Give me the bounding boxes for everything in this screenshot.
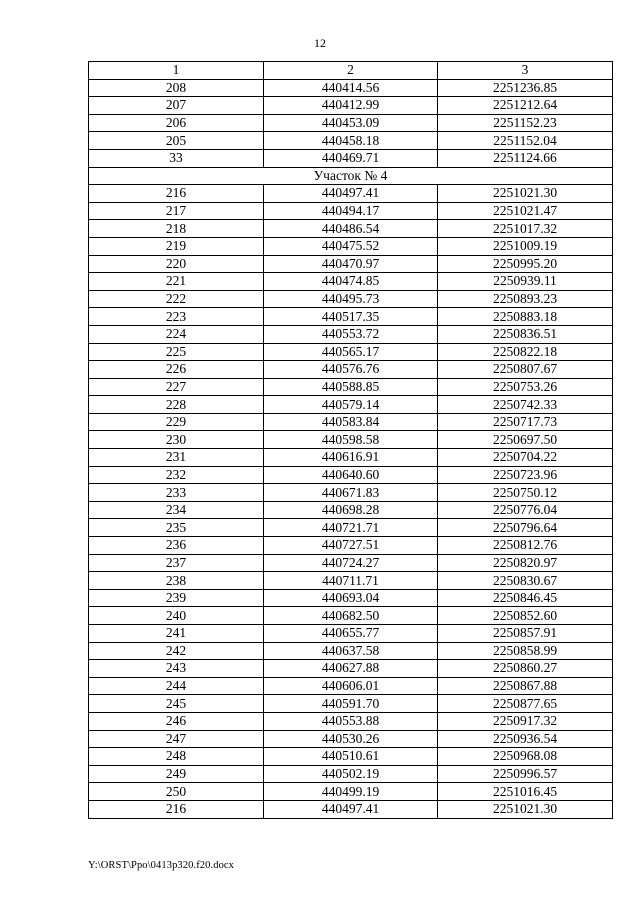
y-coordinate-cell: 2250750.12 [438,484,613,502]
y-coordinate-cell: 2250860.27 [438,660,613,678]
table-row [89,378,613,396]
point-number-cell: 232 [89,466,264,484]
point-number-cell: 219 [89,237,264,255]
point-number-cell: 222 [89,290,264,308]
y-coordinate-cell: 2250776.04 [438,501,613,519]
y-coordinate-cell: 2251016.45 [438,783,613,801]
point-number-cell: 206 [89,114,264,132]
x-coordinate-cell: 440553.72 [264,325,438,343]
x-coordinate-cell: 440724.27 [264,554,438,572]
y-coordinate-cell: 2250717.73 [438,413,613,431]
point-number-cell: 246 [89,712,264,730]
table-row [89,202,613,220]
table-row [89,730,613,748]
point-number-cell: 242 [89,642,264,660]
x-coordinate-cell: 440616.91 [264,449,438,467]
y-coordinate-cell: 2250995.20 [438,255,613,273]
x-coordinate-cell: 440474.85 [264,273,438,291]
table-row [89,273,613,291]
column-header-y: 3 [438,62,613,80]
y-coordinate-cell: 2250742.33 [438,396,613,414]
y-coordinate-cell: 2250836.51 [438,325,613,343]
x-coordinate-cell: 440497.41 [264,800,438,818]
y-coordinate-cell: 2250704.22 [438,449,613,467]
point-number-cell: 241 [89,625,264,643]
point-number-cell: 239 [89,589,264,607]
point-number-cell: 223 [89,308,264,326]
table-row [89,413,613,431]
table-row [89,97,613,115]
x-coordinate-cell: 440598.58 [264,431,438,449]
y-coordinate-cell: 2251017.32 [438,220,613,238]
x-coordinate-cell: 440469.71 [264,149,438,167]
section-title: Участок № 4 [89,167,613,185]
x-coordinate-cell: 440502.19 [264,765,438,783]
y-coordinate-cell: 2251212.64 [438,97,613,115]
table-row [89,466,613,484]
x-coordinate-cell: 440606.01 [264,677,438,695]
point-number-cell: 240 [89,607,264,625]
table-row [89,554,613,572]
x-coordinate-cell: 440497.41 [264,185,438,203]
table-row [89,484,613,502]
point-number-cell: 249 [89,765,264,783]
x-coordinate-cell: 440640.60 [264,466,438,484]
table-row [89,361,613,379]
table-row [89,325,613,343]
table-row [89,660,613,678]
x-coordinate-cell: 440591.70 [264,695,438,713]
table-row [89,501,613,519]
point-number-cell: 244 [89,677,264,695]
point-number-cell: 225 [89,343,264,361]
point-number-cell: 216 [89,185,264,203]
y-coordinate-cell: 2250867.88 [438,677,613,695]
x-coordinate-cell: 440486.54 [264,220,438,238]
point-number-cell: 217 [89,202,264,220]
point-number-cell: 245 [89,695,264,713]
y-coordinate-cell: 2251009.19 [438,237,613,255]
table-row [89,642,613,660]
y-coordinate-cell: 2250883.18 [438,308,613,326]
point-number-cell: 33 [89,149,264,167]
y-coordinate-cell: 2250858.99 [438,642,613,660]
table-row [89,290,613,308]
y-coordinate-cell: 2250893.23 [438,290,613,308]
point-number-cell: 237 [89,554,264,572]
y-coordinate-cell: 2251021.30 [438,800,613,818]
y-coordinate-cell: 2250697.50 [438,431,613,449]
x-coordinate-cell: 440698.28 [264,501,438,519]
point-number-cell: 226 [89,361,264,379]
table-row [89,343,613,361]
point-number-cell: 250 [89,783,264,801]
x-coordinate-cell: 440517.35 [264,308,438,326]
y-coordinate-cell: 2251236.85 [438,79,613,97]
x-coordinate-cell: 440495.73 [264,290,438,308]
table-row [89,537,613,555]
point-number-cell: 248 [89,748,264,766]
group1-rows [89,79,613,167]
point-number-cell: 218 [89,220,264,238]
table-row [89,237,613,255]
x-coordinate-cell: 440579.14 [264,396,438,414]
y-coordinate-cell: 2250830.67 [438,572,613,590]
x-coordinate-cell: 440588.85 [264,378,438,396]
point-number-cell: 216 [89,800,264,818]
table-row [89,149,613,167]
table-row [89,449,613,467]
y-coordinate-cell: 2250812.76 [438,537,613,555]
y-coordinate-cell: 2250968.08 [438,748,613,766]
x-coordinate-cell: 440637.58 [264,642,438,660]
x-coordinate-cell: 440453.09 [264,114,438,132]
y-coordinate-cell: 2250753.26 [438,378,613,396]
x-coordinate-cell: 440576.76 [264,361,438,379]
y-coordinate-cell: 2251021.30 [438,185,613,203]
y-coordinate-cell: 2251124.66 [438,149,613,167]
table-row [89,677,613,695]
point-number-cell: 243 [89,660,264,678]
y-coordinate-cell: 2250877.65 [438,695,613,713]
x-coordinate-cell: 440655.77 [264,625,438,643]
x-coordinate-cell: 440510.61 [264,748,438,766]
table-row [89,607,613,625]
table-row [89,783,613,801]
table-row [89,185,613,203]
table-row [89,695,613,713]
table-row [89,308,613,326]
x-coordinate-cell: 440693.04 [264,589,438,607]
x-coordinate-cell: 440727.51 [264,537,438,555]
point-number-cell: 233 [89,484,264,502]
table-row [89,572,613,590]
point-number-cell: 228 [89,396,264,414]
y-coordinate-cell: 2250822.18 [438,343,613,361]
coordinates-table [88,61,613,819]
x-coordinate-cell: 440565.17 [264,343,438,361]
point-number-cell: 247 [89,730,264,748]
y-coordinate-cell: 2250852.60 [438,607,613,625]
table-row [89,79,613,97]
point-number-cell: 205 [89,132,264,150]
point-number-cell: 231 [89,449,264,467]
table-row [89,132,613,150]
x-coordinate-cell: 440475.52 [264,237,438,255]
table-row [89,519,613,537]
y-coordinate-cell: 2251021.47 [438,202,613,220]
x-coordinate-cell: 440470.97 [264,255,438,273]
column-header-point: 1 [89,62,264,80]
table-row [89,431,613,449]
file-path-footer: Y:\ORST\Ppo\0413p320.f20.docx [88,860,235,871]
point-number-cell: 220 [89,255,264,273]
x-coordinate-cell: 440530.26 [264,730,438,748]
point-number-cell: 208 [89,79,264,97]
column-header-x: 2 [264,62,438,80]
section-title-row [89,167,613,185]
table-row [89,800,613,818]
y-coordinate-cell: 2250723.96 [438,466,613,484]
x-coordinate-cell: 440721.71 [264,519,438,537]
x-coordinate-cell: 440494.17 [264,202,438,220]
point-number-cell: 207 [89,97,264,115]
table-row [89,220,613,238]
y-coordinate-cell: 2250939.11 [438,273,613,291]
y-coordinate-cell: 2250807.67 [438,361,613,379]
table-row [89,625,613,643]
y-coordinate-cell: 2250857.91 [438,625,613,643]
point-number-cell: 238 [89,572,264,590]
table-row [89,712,613,730]
point-number-cell: 234 [89,501,264,519]
table-row [89,255,613,273]
point-number-cell: 230 [89,431,264,449]
x-coordinate-cell: 440414.56 [264,79,438,97]
x-coordinate-cell: 440412.99 [264,97,438,115]
x-coordinate-cell: 440627.88 [264,660,438,678]
x-coordinate-cell: 440499.19 [264,783,438,801]
y-coordinate-cell: 2250917.32 [438,712,613,730]
x-coordinate-cell: 440682.50 [264,607,438,625]
group2-rows [89,185,613,818]
table-row [89,748,613,766]
x-coordinate-cell: 440458.18 [264,132,438,150]
x-coordinate-cell: 440553.88 [264,712,438,730]
point-number-cell: 235 [89,519,264,537]
x-coordinate-cell: 440583.84 [264,413,438,431]
page-number: 12 [314,36,326,50]
y-coordinate-cell: 2250996.57 [438,765,613,783]
point-number-cell: 229 [89,413,264,431]
y-coordinate-cell: 2250796.64 [438,519,613,537]
point-number-cell: 236 [89,537,264,555]
point-number-cell: 221 [89,273,264,291]
y-coordinate-cell: 2251152.23 [438,114,613,132]
x-coordinate-cell: 440711.71 [264,572,438,590]
y-coordinate-cell: 2250846.45 [438,589,613,607]
table-row [89,114,613,132]
y-coordinate-cell: 2250820.97 [438,554,613,572]
point-number-cell: 224 [89,325,264,343]
x-coordinate-cell: 440671.83 [264,484,438,502]
table-row [89,589,613,607]
table-row [89,765,613,783]
y-coordinate-cell: 2251152.04 [438,132,613,150]
y-coordinate-cell: 2250936.54 [438,730,613,748]
table-row [89,396,613,414]
point-number-cell: 227 [89,378,264,396]
table-header-row [89,62,613,80]
